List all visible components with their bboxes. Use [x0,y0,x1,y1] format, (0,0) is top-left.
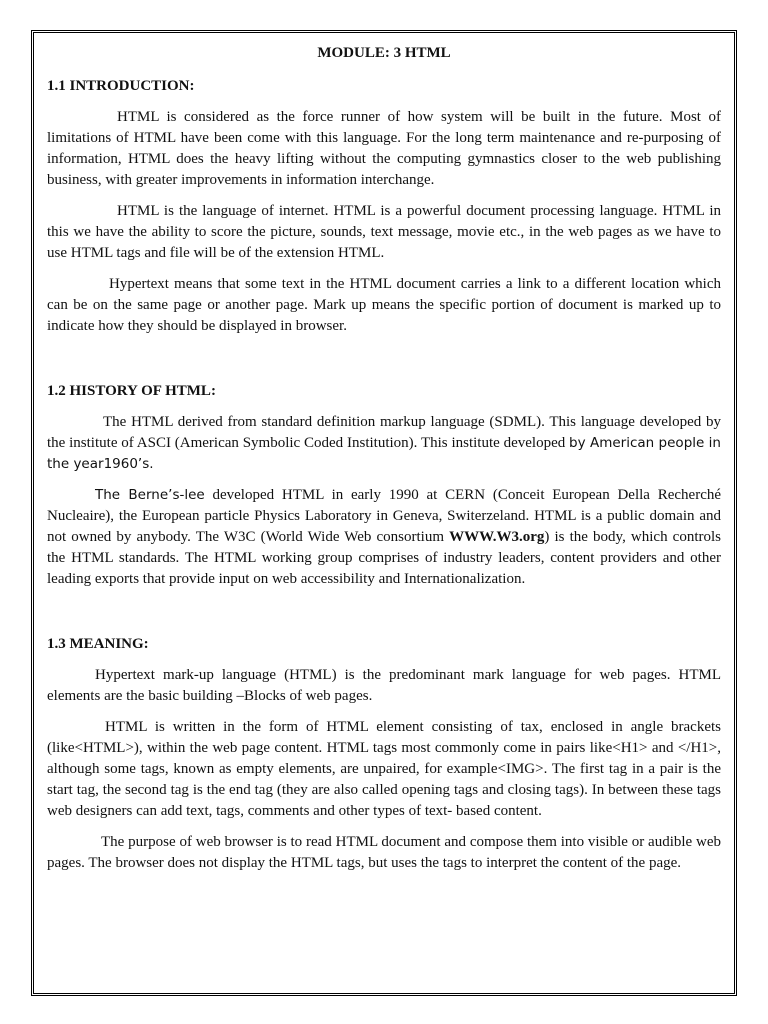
intro-paragraph-3: Hypertext means that some text in the HTML document carries a link to a different location which can be on the same page or another page. Mark up means the specific portion of document is marked up to indicate how they should be displayed in browser. [47,276,721,334]
w3-org-reference: WWW.W3.org [449,529,545,545]
section-gap [47,347,721,381]
section-heading-introduction: 1.1 INTRODUCTION: [47,78,195,94]
intro-paragraph-2: HTML is the language of internet. HTML is a powerful document processing language. HTML in this we have the ability to score the picture, sounds, text message, movie etc., in the web pages as we have to use HTML tags and file will be of the extension HTML. [47,203,721,261]
history-paragraph-1 [47,412,721,475]
history-paragraph-1-text: The HTML derived from standard definition markup language (SDML). This language developed by the institute of ASCI (American Symbolic Coded Institution). This institute developed [47,414,721,451]
document-body [47,43,721,884]
meaning-paragraph-2: HTML is written in the form of HTML element consisting of tax, enclosed in angle brackets (like<HTML>), within the web page content. HTML tags most commonly come in pairs like<H1> and </H1>, although some tags, known as empty elements, are unpaired, for example<IMG>. The first tag in a pair is the start tag, the second tag is the end tag (they are also called opening tags and closing tags). In between these tags web designers can add text, tags, comments and other types of text- based content. [47,719,721,819]
section-heading-meaning: 1.3 MEANING: [47,636,149,652]
history-paragraph-2-text: developed HTML in early 1990 at CERN (Conceit European Della Recherché Nucleaire), the European particle Physics Laboratory in Geneva, Switerzeland. HTML is a public domain and not owned by anybody. The W3C (World Wide Web consortium [47,487,722,545]
intro-paragraph-1: HTML is considered as the force runner of how system will be built in the future. Most of limitations of HTML have been come with this language. For the long term maintenance and re-purposing of information, HTML does the heavy lifting without the computing gymnastics closer to the web publishing business, with greater improvements in information interchange. [47,109,721,188]
document-title: MODULE: 3 HTML [317,45,451,61]
meaning-paragraph-1: Hypertext mark-up language (HTML) is the predominant mark language for web pages. HTML elements are the basic building –Blocks of web pages. [47,667,721,704]
section-heading-history: 1.2 HISTORY OF HTML: [47,383,216,399]
history-paragraph-2-end: ) is the body, which controls the HTML standards. The HTML working group comprises of industry leaders, content providers and other leading exports that provide input on web accessibility and Internationalization. [47,529,722,587]
history-paragraph-1-tail: by American people in the year1960’s. [47,435,721,472]
history-paragraph-2-lead: The Berne’s-lee [95,487,205,503]
meaning-paragraph-3: The purpose of web browser is to read HTML document and compose them into visible or audible web pages. The browser does not display the HTML tags, but uses the tags to interpret the content of the page. [47,834,721,871]
section-gap [47,600,721,634]
history-paragraph-2 [47,485,721,590]
